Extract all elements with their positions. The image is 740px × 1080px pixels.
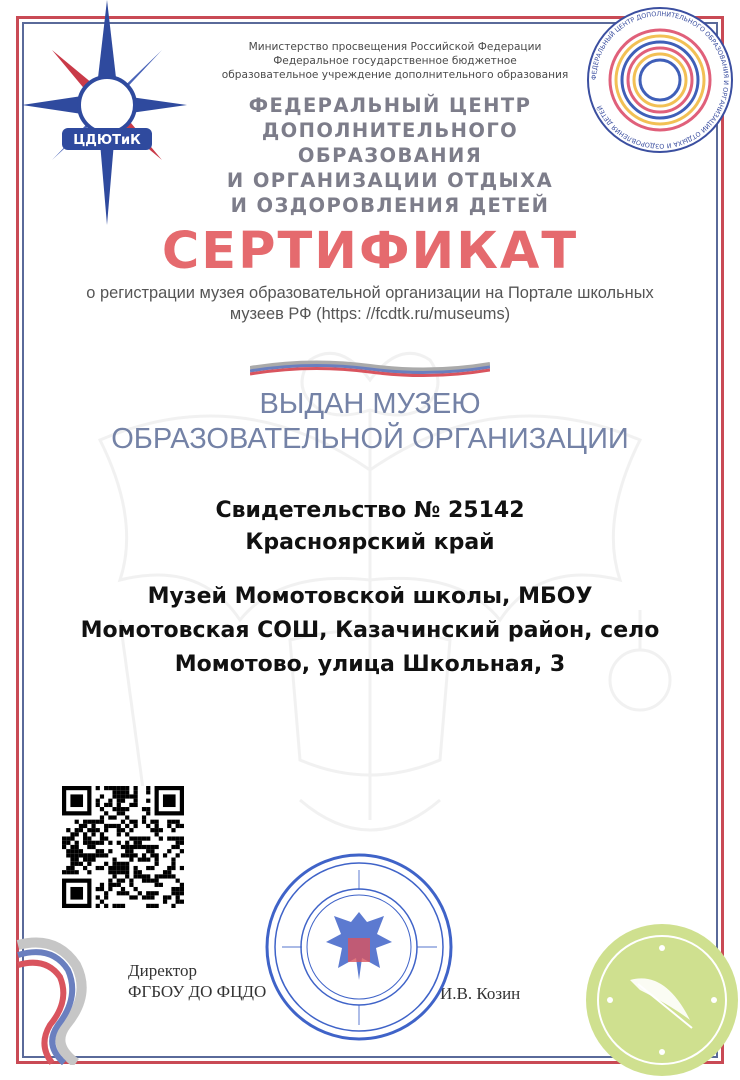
issued-to	[60, 387, 680, 457]
signature-position	[128, 960, 266, 1002]
compass-logo-icon	[22, 0, 192, 230]
ribbon-corner-icon	[16, 925, 106, 1065]
ministry-line: Федеральное государственное бюджетное	[273, 55, 517, 67]
region: Красноярский край	[245, 530, 495, 555]
center-name-line: ДОПОЛНИТЕЛЬНОГО ОБРАЗОВАНИЯ	[261, 119, 519, 167]
center-name-line: ФЕДЕРАЛЬНЫЙ ЦЕНТР	[248, 94, 532, 117]
signature-name: И.В. Козин	[440, 984, 521, 1003]
qr-code[interactable]	[62, 786, 184, 908]
feather-badge-icon	[580, 910, 740, 1080]
certificate-subtitle	[60, 283, 680, 325]
certificate-title: СЕРТИФИКАТ	[161, 222, 579, 281]
museum-line: Момотовская СОШ, Казачинский район, село	[80, 618, 660, 643]
position-line: ФГБОУ ДО ФЦДО	[128, 982, 267, 1001]
certificate-number-block	[60, 495, 680, 559]
center-name-line: И ОЗДОРОВЛЕНИЯ ДЕТЕЙ	[230, 194, 550, 217]
official-stamp-icon	[262, 850, 457, 1045]
position-line: Директор	[128, 961, 197, 980]
logo-right-text: ФЕДЕРАЛЬНЫЙ ЦЕНТР ДОПОЛНИТЕЛЬНОГО ОБРАЗОВАНИЯ И ОРГАНИЗАЦИИ ОТДЫХА И ОЗДОРОВЛЕНИЯ ДЕТЕЙ	[589, 9, 731, 151]
center-name	[170, 93, 610, 218]
ministry-block	[210, 40, 580, 82]
issued-line: ОБРАЗОВАТЕЛЬНОЙ ОРГАНИЗАЦИИ	[111, 423, 629, 455]
ministry-line: Министерство просвещения Российской Федерации	[248, 41, 542, 53]
museum-name-block	[60, 580, 680, 682]
subtitle-line: о регистрации музея образовательной организации на Портале школьных	[86, 284, 654, 302]
ribbon-divider-icon	[250, 356, 490, 378]
subtitle-line: музеев РФ (https: //fcdtk.ru/museums)	[229, 305, 511, 323]
museum-line: Момотово, улица Школьная, 3	[174, 652, 566, 677]
certificate-number: Свидетельство № 25142	[215, 498, 525, 523]
logo-left-text: ЦДЮТиК	[73, 133, 141, 148]
museum-line: Музей Момотовской школы, МБОУ	[147, 584, 593, 609]
ministry-line: образовательное учреждение дополнительного образования	[221, 69, 569, 81]
issued-line: ВЫДАН МУЗЕЮ	[259, 388, 481, 420]
center-name-line: И ОРГАНИЗАЦИИ ОТДЫХА	[226, 169, 554, 192]
